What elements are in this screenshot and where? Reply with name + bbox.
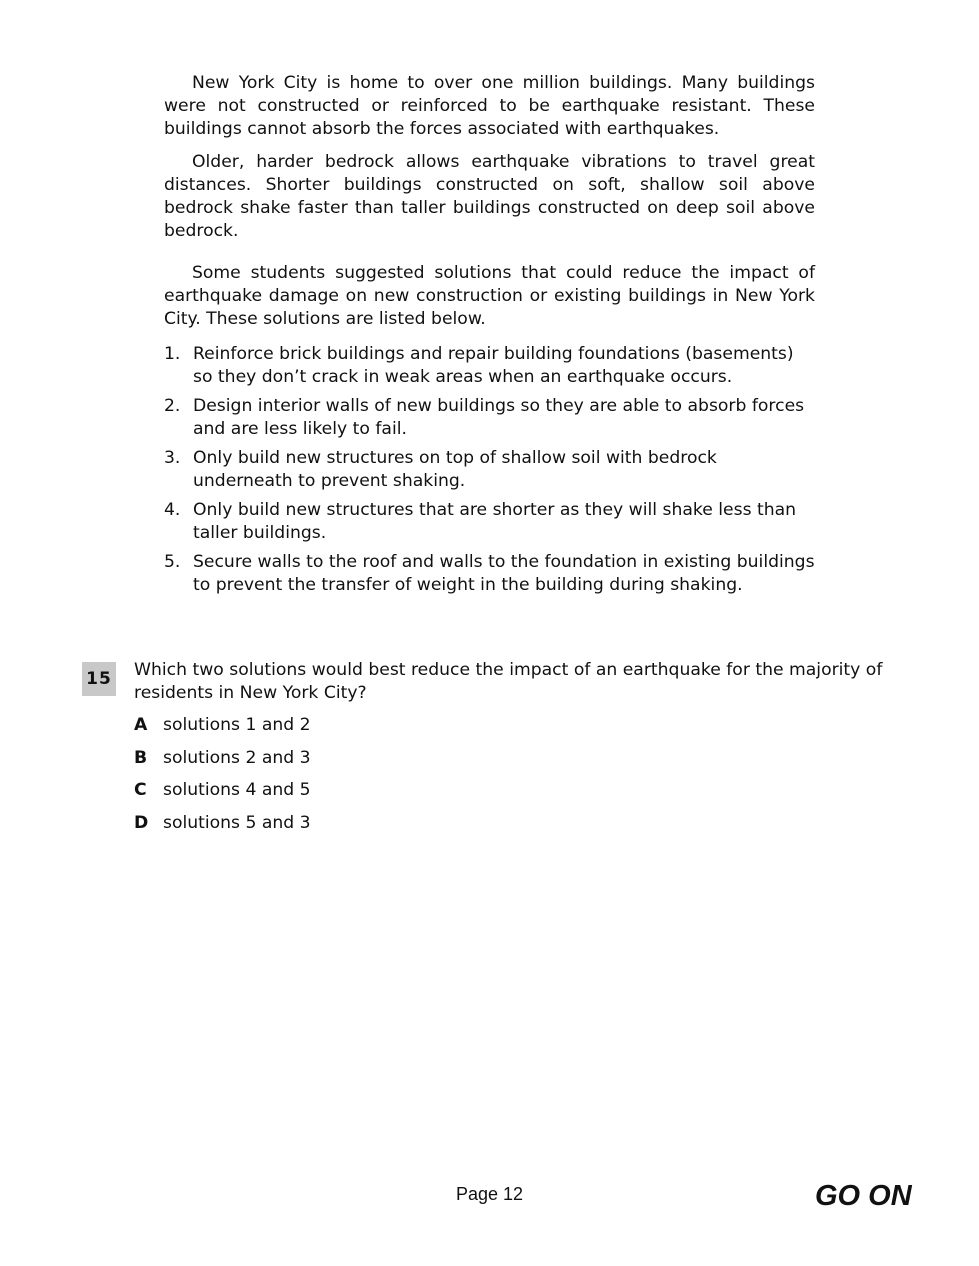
question-number-badge: 15 [82,662,116,696]
list-item [164,395,815,441]
option-letter: B [134,747,148,768]
solution-text: Only build new structures that are shorter as they will shake less than taller buildings. [193,500,797,543]
solution-number: 4. [164,500,181,520]
page-number: Page 12 [455,1184,524,1204]
passage-paragraph: New York City is home to over one million buildings. Many buildings were not constructed or reinforced to be earthquake resistant. These buildings cannot absorb the forces associated with earthquakes. [164,73,815,139]
answer-option-b[interactable] [134,747,311,780]
question-stem: Which two solutions would best reduce the impact of an earthquake for the majority of residents in New York City? [134,660,883,703]
solution-number: 1. [164,344,181,364]
solutions-list [164,343,815,597]
solution-number: 2. [164,396,181,416]
list-item [164,499,815,545]
solution-text: Design interior walls of new buildings so they are able to absorb forces and are less likely to fail. [193,396,805,439]
go-on-label: GO ON [815,1180,912,1212]
answer-options [134,714,311,845]
list-item [164,343,815,389]
solution-text: Only build new structures on top of shallow soil with bedrock underneath to prevent shaking. [193,448,717,491]
option-letter: C [134,780,147,801]
reading-passage [164,72,815,603]
list-item [164,447,815,493]
option-text: solutions 2 and 3 [163,747,311,768]
solution-text: Reinforce brick buildings and repair building foundations (basements) so they don’t crack in weak areas when an earthquake occurs. [193,344,794,387]
passage-paragraph: Older, harder bedrock allows earthquake vibrations to travel great distances. Shorter buildings constructed on soft, shallow soil above bedrock shake faster than taller buildings constructed on deep soil above bedrock. [164,152,815,241]
passage-paragraph: Some students suggested solutions that could reduce the impact of earthquake damage on new construction or existing buildings in New York City. These solutions are listed below. [164,263,815,329]
option-text: solutions 5 and 3 [163,813,311,834]
answer-option-c[interactable] [134,779,311,812]
answer-option-d[interactable] [134,812,311,845]
option-text: solutions 1 and 2 [163,715,311,735]
option-letter: D [134,813,149,834]
list-item [164,551,815,597]
solution-number: 5. [164,552,181,572]
answer-option-a[interactable] [134,714,311,747]
option-text: solutions 4 and 5 [163,780,311,801]
option-letter: A [134,715,148,735]
solution-number: 3. [164,448,181,468]
solution-text: Secure walls to the roof and walls to the foundation in existing buildings to prevent the transfer of weight in the building during shaking. [193,552,815,595]
